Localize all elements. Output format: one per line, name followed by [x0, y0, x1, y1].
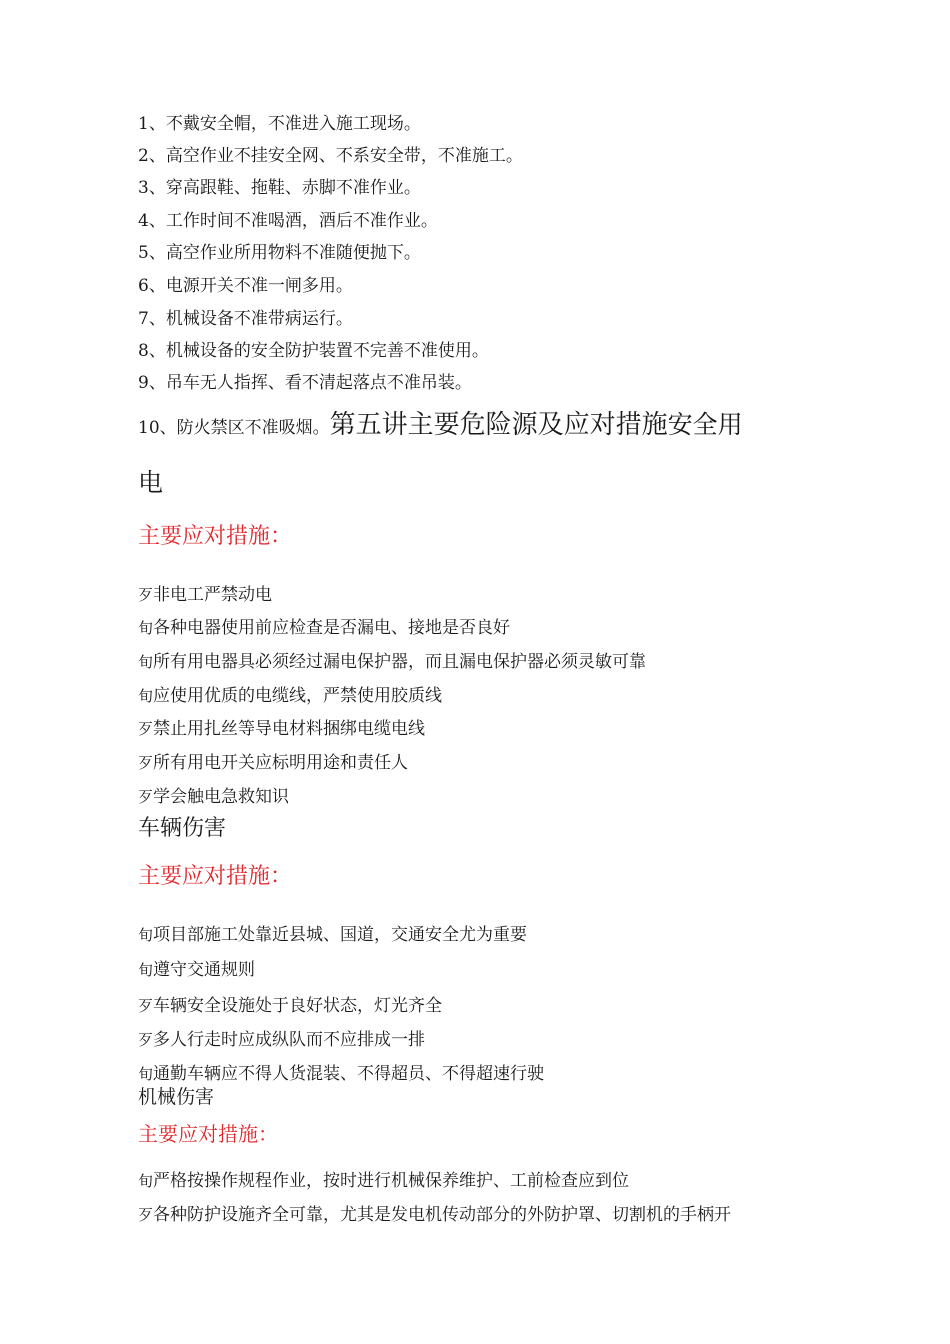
bullet-mark: 歹 [138, 1031, 154, 1049]
measures-label: 主要应对措施： [138, 864, 293, 889]
list-item [138, 962, 255, 979]
bullet-mark: 歹 [138, 788, 154, 806]
rule-item: 1、不戴安全帽，不准进入施工现场。 [138, 114, 421, 134]
list-item-text: 项目部施工处靠近县城、国道，交通安全尤为重要 [153, 925, 528, 945]
list-item-text: 所有用电器具必须经过漏电保护器，而且漏电保护器必须灵敏可靠 [153, 652, 647, 672]
list-item [138, 927, 527, 944]
list-item-text: 所有用电开关应标明用途和责任人 [153, 753, 409, 773]
list-item [138, 998, 442, 1015]
rule-item: 10、防火禁区不准吸烟。 [138, 418, 330, 438]
list-item-text: 通勤车辆应不得人货混装、不得超员、不得超速行驶 [153, 1064, 545, 1084]
rule-10-line [138, 412, 743, 438]
list-item [138, 620, 510, 637]
list-item-text: 多人行走时应成纵队而不应排成一排 [153, 1030, 426, 1050]
list-item [138, 1207, 731, 1224]
bullet-mark: 旬 [138, 961, 154, 979]
rule-item: 2、高空作业不挂安全网、不系安全带，不准施工。 [138, 146, 523, 166]
list-item-text: 各种电器使用前应检查是否漏电、接地是否良好 [153, 618, 511, 638]
list-item [138, 1032, 425, 1049]
lecture-title: 第五讲主要危险源及应对措施 [329, 410, 668, 440]
list-item [138, 1173, 629, 1190]
bullet-mark: 歹 [138, 720, 154, 738]
bullet-mark: 旬 [138, 653, 154, 671]
section-title-electric-cont: 电 [138, 468, 164, 497]
measures-label: 主要应对措施： [138, 524, 293, 549]
list-item-text: 非电工严禁动电 [153, 585, 273, 605]
measures-label: 主要应对措施： [138, 1122, 278, 1146]
section-title-machinery: 机械伤害 [138, 1086, 215, 1108]
list-item-text: 禁止用扎丝等导电材料捆绑电缆电线 [153, 719, 426, 739]
bullet-mark: 歹 [138, 754, 154, 772]
bullet-mark: 旬 [138, 687, 154, 705]
list-item-text: 遵守交通规则 [153, 960, 256, 980]
rule-item: 3、穿高跟鞋、拖鞋、赤脚不准作业。 [138, 178, 421, 198]
section-title-electric: 安全用 [667, 410, 743, 439]
list-item [138, 688, 442, 705]
rule-item: 4、工作时间不准喝酒，酒后不准作业。 [138, 211, 438, 231]
list-item [138, 721, 425, 738]
list-item [138, 755, 408, 772]
list-item-text: 应使用优质的电缆线，严禁使用胶质线 [153, 686, 443, 706]
bullet-mark: 旬 [138, 619, 154, 637]
bullet-mark: 歹 [138, 586, 154, 604]
rule-item: 8、机械设备的安全防护装置不完善不准使用。 [138, 341, 489, 361]
bullet-mark: 旬 [138, 1065, 154, 1083]
list-item-text: 车辆安全设施处于良好状态，灯光齐全 [153, 996, 443, 1016]
section-title-vehicle: 车辆伤害 [138, 816, 227, 841]
bullet-mark: 歹 [138, 997, 154, 1015]
list-item [138, 654, 646, 671]
list-item-text: 各种防护设施齐全可靠，尤其是发电机传动部分的外防护罩、切割机的手柄开 [153, 1205, 732, 1225]
bullet-mark: 旬 [138, 926, 154, 944]
list-item-text: 学会触电急救知识 [153, 787, 290, 807]
list-item [138, 587, 272, 604]
bullet-mark: 歹 [138, 1206, 154, 1224]
list-item-text: 严格按操作规程作业，按时进行机械保养维护、工前检查应到位 [153, 1171, 630, 1191]
rule-item: 5、高空作业所用物料不准随便抛下。 [138, 243, 421, 263]
bullet-mark: 旬 [138, 1172, 154, 1190]
rule-item: 6、电源开关不准一闸多用。 [138, 276, 353, 296]
rule-item: 7、机械设备不准带病运行。 [138, 309, 353, 329]
list-item [138, 789, 289, 806]
rule-item: 9、吊车无人指挥、看不清起落点不准吊装。 [138, 373, 472, 393]
list-item [138, 1066, 544, 1083]
